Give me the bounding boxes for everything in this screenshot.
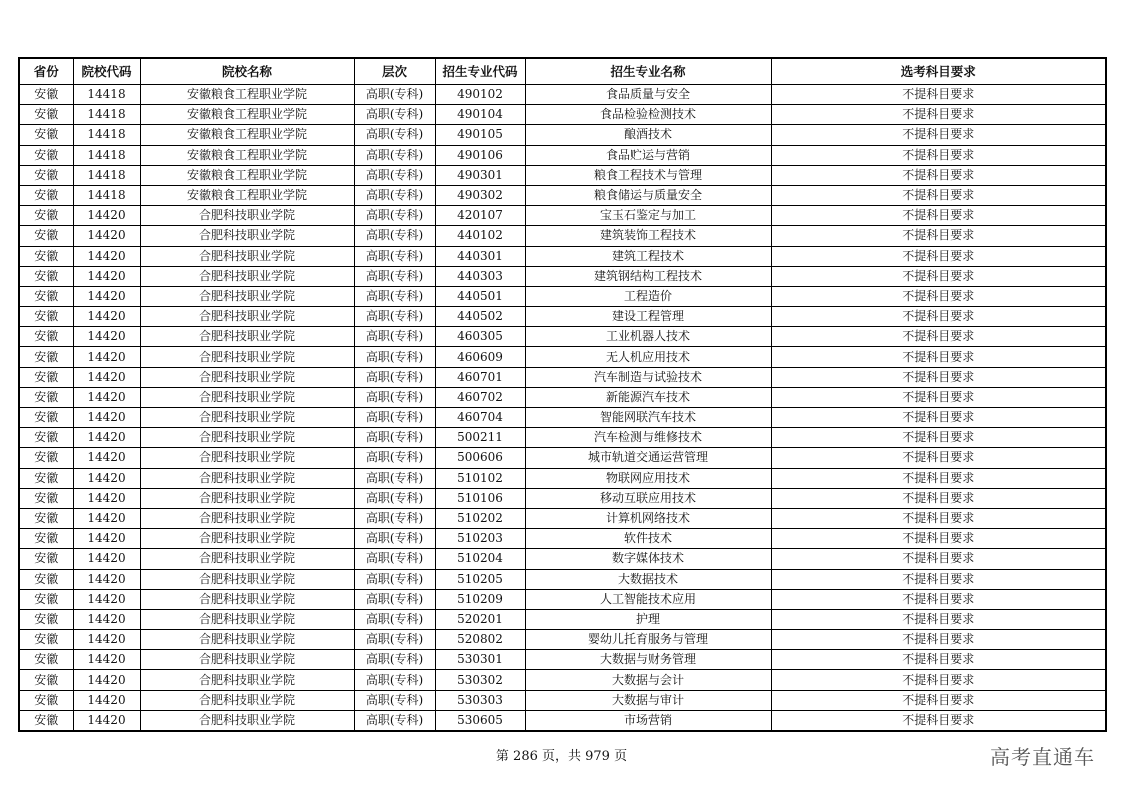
- major-code-cell: 490106: [435, 145, 525, 165]
- major-code-cell: 530301: [435, 650, 525, 670]
- level-cell: 高职(专科): [354, 347, 435, 367]
- school-name-cell: 安徽粮食工程职业学院: [140, 165, 354, 185]
- province-cell: 安徽: [19, 185, 73, 205]
- major-code-cell: 440301: [435, 246, 525, 266]
- major-code-cell: 530302: [435, 670, 525, 690]
- school-code-cell: 14420: [73, 549, 140, 569]
- major-code-cell: 420107: [435, 206, 525, 226]
- school-name-cell: 合肥科技职业学院: [140, 327, 354, 347]
- subject-requirement-cell: 不提科目要求: [771, 165, 1106, 185]
- level-cell: 高职(专科): [354, 549, 435, 569]
- header-level: 层次: [354, 58, 435, 85]
- major-code-cell: 500606: [435, 448, 525, 468]
- school-name-cell: 合肥科技职业学院: [140, 266, 354, 286]
- school-code-cell: 14420: [73, 347, 140, 367]
- school-code-cell: 14418: [73, 105, 140, 125]
- major-code-cell: 460609: [435, 347, 525, 367]
- school-name-cell: 合肥科技职业学院: [140, 408, 354, 428]
- province-cell: 安徽: [19, 85, 73, 105]
- school-code-cell: 14420: [73, 428, 140, 448]
- school-name-cell: 合肥科技职业学院: [140, 549, 354, 569]
- table-row: [19, 226, 1106, 246]
- province-cell: 安徽: [19, 226, 73, 246]
- province-cell: 安徽: [19, 529, 73, 549]
- province-cell: 安徽: [19, 286, 73, 306]
- school-name-cell: 合肥科技职业学院: [140, 468, 354, 488]
- province-cell: 安徽: [19, 408, 73, 428]
- major-code-cell: 510209: [435, 589, 525, 609]
- level-cell: 高职(专科): [354, 448, 435, 468]
- subject-requirement-cell: 不提科目要求: [771, 367, 1106, 387]
- table-row: [19, 468, 1106, 488]
- table-row: [19, 286, 1106, 306]
- province-cell: 安徽: [19, 367, 73, 387]
- table-row: [19, 630, 1106, 650]
- major-name-cell: 食品检验检测技术: [525, 105, 771, 125]
- level-cell: 高职(专科): [354, 226, 435, 246]
- major-name-cell: 数字媒体技术: [525, 549, 771, 569]
- school-name-cell: 合肥科技职业学院: [140, 710, 354, 731]
- table-row: [19, 105, 1106, 125]
- school-name-cell: 安徽粮食工程职业学院: [140, 85, 354, 105]
- school-code-cell: 14420: [73, 286, 140, 306]
- province-cell: 安徽: [19, 670, 73, 690]
- level-cell: 高职(专科): [354, 185, 435, 205]
- school-code-cell: 14418: [73, 185, 140, 205]
- subject-requirement-cell: 不提科目要求: [771, 468, 1106, 488]
- table-row: [19, 246, 1106, 266]
- level-cell: 高职(专科): [354, 286, 435, 306]
- table-row: [19, 589, 1106, 609]
- school-name-cell: 合肥科技职业学院: [140, 448, 354, 468]
- school-code-cell: 14420: [73, 609, 140, 629]
- major-code-cell: 460701: [435, 367, 525, 387]
- table-row: [19, 347, 1106, 367]
- major-name-cell: 粮食工程技术与管理: [525, 165, 771, 185]
- major-code-cell: 460702: [435, 387, 525, 407]
- school-code-cell: 14420: [73, 307, 140, 327]
- subject-requirement-cell: 不提科目要求: [771, 529, 1106, 549]
- major-name-cell: 食品质量与安全: [525, 85, 771, 105]
- province-cell: 安徽: [19, 569, 73, 589]
- school-name-cell: 合肥科技职业学院: [140, 670, 354, 690]
- major-code-cell: 490105: [435, 125, 525, 145]
- province-cell: 安徽: [19, 125, 73, 145]
- school-code-cell: 14420: [73, 488, 140, 508]
- school-name-cell: 合肥科技职业学院: [140, 246, 354, 266]
- major-code-cell: 460305: [435, 327, 525, 347]
- subject-requirement-cell: 不提科目要求: [771, 246, 1106, 266]
- level-cell: 高职(专科): [354, 408, 435, 428]
- school-name-cell: 合肥科技职业学院: [140, 508, 354, 528]
- level-cell: 高职(专科): [354, 508, 435, 528]
- level-cell: 高职(专科): [354, 529, 435, 549]
- province-cell: 安徽: [19, 165, 73, 185]
- major-name-cell: 建筑工程技术: [525, 246, 771, 266]
- school-name-cell: 合肥科技职业学院: [140, 307, 354, 327]
- level-cell: 高职(专科): [354, 488, 435, 508]
- school-name-cell: 合肥科技职业学院: [140, 286, 354, 306]
- school-code-cell: 14420: [73, 710, 140, 731]
- subject-requirement-cell: 不提科目要求: [771, 508, 1106, 528]
- subject-requirement-cell: 不提科目要求: [771, 226, 1106, 246]
- subject-requirement-cell: 不提科目要求: [771, 85, 1106, 105]
- admission-table: [18, 57, 1107, 732]
- province-cell: 安徽: [19, 710, 73, 731]
- major-code-cell: 510202: [435, 508, 525, 528]
- table-row: [19, 690, 1106, 710]
- school-code-cell: 14420: [73, 327, 140, 347]
- major-name-cell: 大数据与会计: [525, 670, 771, 690]
- province-cell: 安徽: [19, 347, 73, 367]
- major-name-cell: 大数据技术: [525, 569, 771, 589]
- school-code-cell: 14420: [73, 448, 140, 468]
- subject-requirement-cell: 不提科目要求: [771, 670, 1106, 690]
- major-code-cell: 490301: [435, 165, 525, 185]
- province-cell: 安徽: [19, 508, 73, 528]
- province-cell: 安徽: [19, 448, 73, 468]
- subject-requirement-cell: 不提科目要求: [771, 428, 1106, 448]
- school-name-cell: 合肥科技职业学院: [140, 347, 354, 367]
- level-cell: 高职(专科): [354, 609, 435, 629]
- level-cell: 高职(专科): [354, 670, 435, 690]
- level-cell: 高职(专科): [354, 125, 435, 145]
- header-subject-requirement: 选考科目要求: [771, 58, 1106, 85]
- major-code-cell: 510102: [435, 468, 525, 488]
- school-code-cell: 14420: [73, 529, 140, 549]
- major-name-cell: 工业机器人技术: [525, 327, 771, 347]
- subject-requirement-cell: 不提科目要求: [771, 105, 1106, 125]
- school-code-cell: 14420: [73, 650, 140, 670]
- school-code-cell: 14420: [73, 569, 140, 589]
- level-cell: 高职(专科): [354, 630, 435, 650]
- subject-requirement-cell: 不提科目要求: [771, 125, 1106, 145]
- header-school-name: 院校名称: [140, 58, 354, 85]
- table-body: [19, 85, 1106, 732]
- subject-requirement-cell: 不提科目要求: [771, 387, 1106, 407]
- level-cell: 高职(专科): [354, 569, 435, 589]
- province-cell: 安徽: [19, 307, 73, 327]
- level-cell: 高职(专科): [354, 468, 435, 488]
- school-code-cell: 14420: [73, 387, 140, 407]
- school-code-cell: 14418: [73, 165, 140, 185]
- major-name-cell: 计算机网络技术: [525, 508, 771, 528]
- school-name-cell: 合肥科技职业学院: [140, 690, 354, 710]
- school-code-cell: 14420: [73, 468, 140, 488]
- school-name-cell: 合肥科技职业学院: [140, 609, 354, 629]
- table-row: [19, 710, 1106, 731]
- table-row: [19, 266, 1106, 286]
- school-name-cell: 合肥科技职业学院: [140, 488, 354, 508]
- table-row: [19, 609, 1106, 629]
- school-name-cell: 安徽粮食工程职业学院: [140, 145, 354, 165]
- major-code-cell: 440502: [435, 307, 525, 327]
- table-row: [19, 569, 1106, 589]
- province-cell: 安徽: [19, 266, 73, 286]
- school-code-cell: 14420: [73, 690, 140, 710]
- watermark-text: 高考直通车: [990, 745, 1095, 769]
- level-cell: 高职(专科): [354, 367, 435, 387]
- major-name-cell: 粮食储运与质量安全: [525, 185, 771, 205]
- header-school-code: 院校代码: [73, 58, 140, 85]
- subject-requirement-cell: 不提科目要求: [771, 307, 1106, 327]
- subject-requirement-cell: 不提科目要求: [771, 145, 1106, 165]
- province-cell: 安徽: [19, 206, 73, 226]
- province-cell: 安徽: [19, 145, 73, 165]
- table-row: [19, 185, 1106, 205]
- school-name-cell: 合肥科技职业学院: [140, 428, 354, 448]
- major-name-cell: 移动互联应用技术: [525, 488, 771, 508]
- level-cell: 高职(专科): [354, 266, 435, 286]
- major-name-cell: 城市轨道交通运营管理: [525, 448, 771, 468]
- school-name-cell: 合肥科技职业学院: [140, 569, 354, 589]
- province-cell: 安徽: [19, 428, 73, 448]
- major-name-cell: 食品贮运与营销: [525, 145, 771, 165]
- province-cell: 安徽: [19, 549, 73, 569]
- table-row: [19, 488, 1106, 508]
- level-cell: 高职(专科): [354, 428, 435, 448]
- level-cell: 高职(专科): [354, 85, 435, 105]
- table-row: [19, 367, 1106, 387]
- school-code-cell: 14420: [73, 508, 140, 528]
- subject-requirement-cell: 不提科目要求: [771, 690, 1106, 710]
- subject-requirement-cell: 不提科目要求: [771, 630, 1106, 650]
- page-number: 第 286 页，共 979 页: [495, 749, 628, 764]
- header-major-name: 招生专业名称: [525, 58, 771, 85]
- major-name-cell: 人工智能技术应用: [525, 589, 771, 609]
- major-code-cell: 510106: [435, 488, 525, 508]
- province-cell: 安徽: [19, 468, 73, 488]
- header-major-code: 招生专业代码: [435, 58, 525, 85]
- school-code-cell: 14420: [73, 589, 140, 609]
- major-code-cell: 490104: [435, 105, 525, 125]
- province-cell: 安徽: [19, 488, 73, 508]
- major-name-cell: 建筑钢结构工程技术: [525, 266, 771, 286]
- table-row: [19, 408, 1106, 428]
- level-cell: 高职(专科): [354, 246, 435, 266]
- school-code-cell: 14420: [73, 408, 140, 428]
- major-code-cell: 460704: [435, 408, 525, 428]
- level-cell: 高职(专科): [354, 145, 435, 165]
- level-cell: 高职(专科): [354, 206, 435, 226]
- school-name-cell: 合肥科技职业学院: [140, 650, 354, 670]
- table-row: [19, 387, 1106, 407]
- subject-requirement-cell: 不提科目要求: [771, 710, 1106, 731]
- subject-requirement-cell: 不提科目要求: [771, 650, 1106, 670]
- school-code-cell: 14418: [73, 85, 140, 105]
- table-row: [19, 307, 1106, 327]
- major-name-cell: 大数据与审计: [525, 690, 771, 710]
- major-code-cell: 500211: [435, 428, 525, 448]
- subject-requirement-cell: 不提科目要求: [771, 347, 1106, 367]
- major-name-cell: 新能源汽车技术: [525, 387, 771, 407]
- subject-requirement-cell: 不提科目要求: [771, 206, 1106, 226]
- school-name-cell: 合肥科技职业学院: [140, 367, 354, 387]
- province-cell: 安徽: [19, 387, 73, 407]
- major-code-cell: 440303: [435, 266, 525, 286]
- school-code-cell: 14420: [73, 367, 140, 387]
- major-name-cell: 建筑装饰工程技术: [525, 226, 771, 246]
- school-name-cell: 合肥科技职业学院: [140, 630, 354, 650]
- subject-requirement-cell: 不提科目要求: [771, 448, 1106, 468]
- major-code-cell: 490102: [435, 85, 525, 105]
- school-name-cell: 合肥科技职业学院: [140, 529, 354, 549]
- subject-requirement-cell: 不提科目要求: [771, 408, 1106, 428]
- school-name-cell: 合肥科技职业学院: [140, 226, 354, 246]
- school-code-cell: 14420: [73, 630, 140, 650]
- subject-requirement-cell: 不提科目要求: [771, 488, 1106, 508]
- level-cell: 高职(专科): [354, 387, 435, 407]
- province-cell: 安徽: [19, 609, 73, 629]
- school-code-cell: 14420: [73, 246, 140, 266]
- major-name-cell: 大数据与财务管理: [525, 650, 771, 670]
- major-name-cell: 汽车检测与维修技术: [525, 428, 771, 448]
- school-code-cell: 14418: [73, 145, 140, 165]
- level-cell: 高职(专科): [354, 690, 435, 710]
- major-code-cell: 510205: [435, 569, 525, 589]
- major-code-cell: 490302: [435, 185, 525, 205]
- school-name-cell: 安徽粮食工程职业学院: [140, 125, 354, 145]
- table-row: [19, 85, 1106, 105]
- table-row: [19, 448, 1106, 468]
- school-code-cell: 14420: [73, 226, 140, 246]
- school-name-cell: 合肥科技职业学院: [140, 387, 354, 407]
- major-name-cell: 物联网应用技术: [525, 468, 771, 488]
- school-code-cell: 14420: [73, 266, 140, 286]
- major-code-cell: 440102: [435, 226, 525, 246]
- major-name-cell: 婴幼儿托育服务与管理: [525, 630, 771, 650]
- table-row: [19, 670, 1106, 690]
- major-code-cell: 440501: [435, 286, 525, 306]
- table-row: [19, 529, 1106, 549]
- subject-requirement-cell: 不提科目要求: [771, 327, 1106, 347]
- major-name-cell: 酿酒技术: [525, 125, 771, 145]
- table-row: [19, 327, 1106, 347]
- school-name-cell: 安徽粮食工程职业学院: [140, 185, 354, 205]
- level-cell: 高职(专科): [354, 165, 435, 185]
- subject-requirement-cell: 不提科目要求: [771, 286, 1106, 306]
- header-province: 省份: [19, 58, 73, 85]
- major-name-cell: 无人机应用技术: [525, 347, 771, 367]
- school-code-cell: 14420: [73, 670, 140, 690]
- subject-requirement-cell: 不提科目要求: [771, 266, 1106, 286]
- school-code-cell: 14418: [73, 125, 140, 145]
- subject-requirement-cell: 不提科目要求: [771, 609, 1106, 629]
- major-code-cell: 520802: [435, 630, 525, 650]
- subject-requirement-cell: 不提科目要求: [771, 589, 1106, 609]
- province-cell: 安徽: [19, 246, 73, 266]
- school-name-cell: 合肥科技职业学院: [140, 206, 354, 226]
- major-name-cell: 护理: [525, 609, 771, 629]
- level-cell: 高职(专科): [354, 327, 435, 347]
- level-cell: 高职(专科): [354, 650, 435, 670]
- major-code-cell: 520201: [435, 609, 525, 629]
- header-row: [19, 58, 1106, 85]
- province-cell: 安徽: [19, 589, 73, 609]
- major-code-cell: 530303: [435, 690, 525, 710]
- level-cell: 高职(专科): [354, 307, 435, 327]
- major-code-cell: 530605: [435, 710, 525, 731]
- school-name-cell: 合肥科技职业学院: [140, 589, 354, 609]
- major-name-cell: 智能网联汽车技术: [525, 408, 771, 428]
- subject-requirement-cell: 不提科目要求: [771, 185, 1106, 205]
- province-cell: 安徽: [19, 327, 73, 347]
- major-name-cell: 市场营销: [525, 710, 771, 731]
- table-row: [19, 165, 1106, 185]
- major-name-cell: 宝玉石鉴定与加工: [525, 206, 771, 226]
- major-code-cell: 510204: [435, 549, 525, 569]
- subject-requirement-cell: 不提科目要求: [771, 549, 1106, 569]
- major-name-cell: 建设工程管理: [525, 307, 771, 327]
- province-cell: 安徽: [19, 650, 73, 670]
- table-row: [19, 650, 1106, 670]
- province-cell: 安徽: [19, 630, 73, 650]
- major-code-cell: 510203: [435, 529, 525, 549]
- table-row: [19, 508, 1106, 528]
- table-row: [19, 206, 1106, 226]
- level-cell: 高职(专科): [354, 710, 435, 731]
- province-cell: 安徽: [19, 105, 73, 125]
- level-cell: 高职(专科): [354, 589, 435, 609]
- major-name-cell: 汽车制造与试验技术: [525, 367, 771, 387]
- school-code-cell: 14420: [73, 206, 140, 226]
- table-row: [19, 549, 1106, 569]
- school-name-cell: 安徽粮食工程职业学院: [140, 105, 354, 125]
- table-row: [19, 145, 1106, 165]
- table-row: [19, 428, 1106, 448]
- major-name-cell: 软件技术: [525, 529, 771, 549]
- table-row: [19, 125, 1106, 145]
- province-cell: 安徽: [19, 690, 73, 710]
- major-name-cell: 工程造价: [525, 286, 771, 306]
- level-cell: 高职(专科): [354, 105, 435, 125]
- subject-requirement-cell: 不提科目要求: [771, 569, 1106, 589]
